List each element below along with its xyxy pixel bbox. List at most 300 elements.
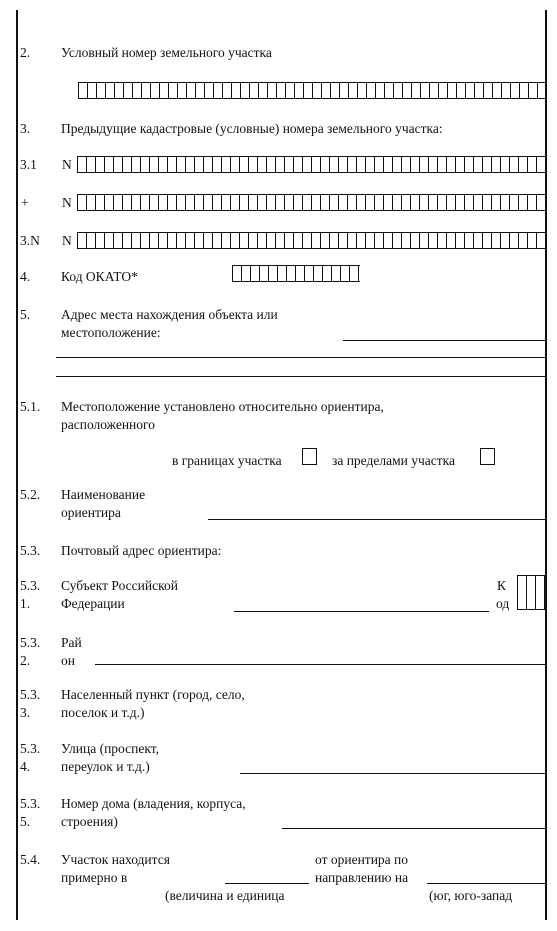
character-cell[interactable] <box>79 83 88 98</box>
character-cell[interactable] <box>303 157 312 172</box>
character-cell[interactable] <box>429 233 438 248</box>
character-cell[interactable] <box>314 266 323 281</box>
character-cell[interactable] <box>376 83 385 98</box>
character-cell[interactable] <box>527 576 536 609</box>
address-input-line[interactable] <box>56 376 545 377</box>
character-cell[interactable] <box>402 233 411 248</box>
character-cell[interactable] <box>456 157 465 172</box>
character-cell[interactable] <box>366 195 375 210</box>
character-cell[interactable] <box>312 195 321 210</box>
okato-code-field[interactable] <box>232 265 360 282</box>
character-cell[interactable] <box>321 195 330 210</box>
character-cell[interactable] <box>537 195 546 210</box>
character-cell[interactable] <box>332 266 341 281</box>
character-cell[interactable] <box>177 157 186 172</box>
character-cell[interactable] <box>330 195 339 210</box>
landmark-name-input-line[interactable] <box>208 519 545 520</box>
character-cell[interactable] <box>528 233 537 248</box>
character-cell[interactable] <box>205 83 214 98</box>
character-cell[interactable] <box>240 157 249 172</box>
n-label: N <box>62 157 72 172</box>
character-cell[interactable] <box>429 195 438 210</box>
character-cell[interactable] <box>349 83 358 98</box>
character-cell[interactable] <box>456 233 465 248</box>
character-cell[interactable] <box>258 233 267 248</box>
character-cell[interactable] <box>438 233 447 248</box>
character-cell[interactable] <box>492 157 501 172</box>
direction-label: направлению на <box>315 870 409 885</box>
character-cell[interactable] <box>213 195 222 210</box>
character-cell[interactable] <box>448 83 457 98</box>
character-cell[interactable] <box>484 83 493 98</box>
address-input-line[interactable] <box>343 340 545 341</box>
character-cell[interactable] <box>114 157 123 172</box>
character-cell[interactable] <box>249 233 258 248</box>
item-number: 5.3. <box>20 635 41 650</box>
character-cell[interactable] <box>213 157 222 172</box>
outside-plot-checkbox[interactable] <box>480 448 495 465</box>
character-cell[interactable] <box>375 233 384 248</box>
item-number: 3.N <box>20 233 40 248</box>
character-cell[interactable] <box>339 157 348 172</box>
character-cell[interactable] <box>105 233 114 248</box>
character-cell[interactable] <box>375 157 384 172</box>
character-cell[interactable] <box>341 266 350 281</box>
address-label-line1: Адрес места нахождения объекта или <box>61 307 278 322</box>
character-cell[interactable] <box>357 157 366 172</box>
character-cell[interactable] <box>501 157 510 172</box>
character-cell[interactable] <box>97 83 106 98</box>
character-cell[interactable] <box>420 233 429 248</box>
item-number: 5.3. <box>20 687 41 702</box>
n-label: N <box>62 233 72 248</box>
plot-located-label: Участок находится <box>61 852 170 867</box>
character-cell[interactable] <box>260 266 269 281</box>
conditional-number-field[interactable] <box>78 82 546 99</box>
left-border-line <box>16 10 18 920</box>
character-cell[interactable] <box>411 157 420 172</box>
character-cell[interactable] <box>438 195 447 210</box>
character-cell[interactable] <box>276 195 285 210</box>
character-cell[interactable] <box>529 83 538 98</box>
character-cell[interactable] <box>330 233 339 248</box>
character-cell[interactable] <box>348 157 357 172</box>
character-cell[interactable] <box>420 157 429 172</box>
character-cell[interactable] <box>204 233 213 248</box>
item-number: 5.2. <box>20 487 41 502</box>
character-cell[interactable] <box>474 233 483 248</box>
character-cell[interactable] <box>321 233 330 248</box>
landmark-name-label-line1: Наименование <box>61 487 146 502</box>
character-cell[interactable] <box>124 83 133 98</box>
character-cell[interactable] <box>519 157 528 172</box>
character-cell[interactable] <box>303 195 312 210</box>
item-number: 5.3. <box>20 741 41 756</box>
house-number-input-line[interactable] <box>282 828 545 829</box>
character-cell[interactable] <box>160 83 169 98</box>
character-cell[interactable] <box>305 266 314 281</box>
district-label-line2: он <box>61 653 75 668</box>
character-cell[interactable] <box>375 195 384 210</box>
item-number: 1. <box>20 596 31 611</box>
distance-input-line[interactable] <box>225 883 309 884</box>
character-cell[interactable] <box>295 83 304 98</box>
character-cell[interactable] <box>123 195 132 210</box>
character-cell[interactable] <box>492 233 501 248</box>
character-cell[interactable] <box>384 195 393 210</box>
item-number: 2. <box>20 45 31 60</box>
character-cell[interactable] <box>178 83 187 98</box>
character-cell[interactable] <box>106 83 115 98</box>
character-cell[interactable] <box>296 266 305 281</box>
character-cell[interactable] <box>231 233 240 248</box>
character-cell[interactable] <box>519 195 528 210</box>
character-cell[interactable] <box>465 157 474 172</box>
character-cell[interactable] <box>96 233 105 248</box>
character-cell[interactable] <box>169 83 178 98</box>
character-cell[interactable] <box>483 157 492 172</box>
character-cell[interactable] <box>214 83 223 98</box>
character-cell[interactable] <box>465 195 474 210</box>
direction-input-line[interactable] <box>427 883 545 884</box>
character-cell[interactable] <box>411 195 420 210</box>
character-cell[interactable] <box>114 195 123 210</box>
item-number: 5.3. <box>20 543 41 558</box>
address-label-line2: местоположение: <box>61 325 161 340</box>
item-number: 4. <box>20 759 31 774</box>
character-cell[interactable] <box>321 157 330 172</box>
character-cell[interactable] <box>501 195 510 210</box>
character-cell[interactable] <box>492 195 501 210</box>
street-label-line1: Улица (проспект, <box>61 741 159 756</box>
street-input-line[interactable] <box>240 773 545 774</box>
character-cell[interactable] <box>222 157 231 172</box>
character-cell[interactable] <box>501 233 510 248</box>
character-cell[interactable] <box>304 83 313 98</box>
character-cell[interactable] <box>195 233 204 248</box>
character-cell[interactable] <box>78 157 87 172</box>
character-cell[interactable] <box>105 157 114 172</box>
character-cell[interactable] <box>269 266 278 281</box>
character-cell[interactable] <box>519 233 528 248</box>
character-cell[interactable] <box>222 233 231 248</box>
code-label-line2: од <box>496 596 510 611</box>
federal-subject-label-line1: Субъект Российской <box>61 578 178 593</box>
federal-subject-label-line2: Федерации <box>61 596 125 611</box>
character-cell[interactable] <box>528 157 537 172</box>
character-cell[interactable] <box>357 233 366 248</box>
character-cell[interactable] <box>168 157 177 172</box>
character-cell[interactable] <box>348 233 357 248</box>
character-cell[interactable] <box>393 195 402 210</box>
character-cell[interactable] <box>510 157 519 172</box>
character-cell[interactable] <box>393 157 402 172</box>
character-cell[interactable] <box>115 83 124 98</box>
character-cell[interactable] <box>87 233 96 248</box>
character-cell[interactable] <box>366 157 375 172</box>
character-cell[interactable] <box>150 195 159 210</box>
character-cell[interactable] <box>187 83 196 98</box>
character-cell[interactable] <box>87 195 96 210</box>
federal-subject-input-line[interactable] <box>234 611 489 612</box>
character-cell[interactable] <box>394 83 403 98</box>
character-cell[interactable] <box>537 233 546 248</box>
character-cell[interactable] <box>232 83 241 98</box>
cadastral-number-field-n[interactable] <box>77 232 546 249</box>
character-cell[interactable] <box>294 157 303 172</box>
character-cell[interactable] <box>340 83 349 98</box>
inside-plot-label: в границах участка <box>172 453 282 468</box>
character-cell[interactable] <box>287 266 296 281</box>
character-cell[interactable] <box>474 157 483 172</box>
character-cell[interactable] <box>159 157 168 172</box>
character-cell[interactable] <box>123 233 132 248</box>
character-cell[interactable] <box>133 83 142 98</box>
character-cell[interactable] <box>403 83 412 98</box>
n-label: N <box>62 195 72 210</box>
district-label-line1: Рай <box>61 635 82 650</box>
character-cell[interactable] <box>465 233 474 248</box>
character-cell[interactable] <box>528 195 537 210</box>
character-cell[interactable] <box>159 195 168 210</box>
character-cell[interactable] <box>545 576 546 609</box>
character-cell[interactable] <box>195 195 204 210</box>
character-cell[interactable] <box>78 233 87 248</box>
character-cell[interactable] <box>96 195 105 210</box>
character-cell[interactable] <box>358 83 367 98</box>
character-cell[interactable] <box>105 195 114 210</box>
character-cell[interactable] <box>150 233 159 248</box>
character-cell[interactable] <box>474 195 483 210</box>
character-cell[interactable] <box>536 576 545 609</box>
character-cell[interactable] <box>159 233 168 248</box>
character-cell[interactable] <box>259 83 268 98</box>
character-cell[interactable] <box>502 83 511 98</box>
character-cell[interactable] <box>276 157 285 172</box>
character-cell[interactable] <box>312 157 321 172</box>
character-cell[interactable] <box>186 233 195 248</box>
character-cell[interactable] <box>313 83 322 98</box>
character-cell[interactable] <box>96 157 105 172</box>
landmark-name-label-line2: ориентира <box>61 505 121 520</box>
character-cell[interactable] <box>339 195 348 210</box>
item-number: 5.3. <box>20 578 41 593</box>
character-cell[interactable] <box>249 157 258 172</box>
character-cell[interactable] <box>233 266 242 281</box>
code-label-line1: К <box>497 578 507 593</box>
character-cell[interactable] <box>511 83 520 98</box>
character-cell[interactable] <box>385 83 394 98</box>
approximately-label: примерно в <box>61 870 128 885</box>
item-number: 5. <box>20 307 31 322</box>
character-cell[interactable] <box>411 233 420 248</box>
character-cell[interactable] <box>268 83 277 98</box>
distance-hint: (величина и единица <box>165 888 285 903</box>
character-cell[interactable] <box>331 83 340 98</box>
house-number-label-line2: строения) <box>61 814 118 829</box>
character-cell[interactable] <box>366 233 375 248</box>
okato-label: Код ОКАТО* <box>61 269 138 284</box>
character-cell[interactable] <box>350 266 359 281</box>
character-cell[interactable] <box>421 83 430 98</box>
item-number: 5.4. <box>20 852 41 867</box>
character-cell[interactable] <box>483 233 492 248</box>
character-cell[interactable] <box>384 157 393 172</box>
character-cell[interactable] <box>267 233 276 248</box>
item-number: 5.3. <box>20 796 41 811</box>
character-cell[interactable] <box>204 195 213 210</box>
character-cell[interactable] <box>114 233 123 248</box>
item-number: 5. <box>20 814 31 829</box>
character-cell[interactable] <box>132 233 141 248</box>
character-cell[interactable] <box>186 195 195 210</box>
character-cell[interactable] <box>412 83 421 98</box>
character-cell[interactable] <box>186 157 195 172</box>
character-cell[interactable] <box>151 83 160 98</box>
character-cell[interactable] <box>132 195 141 210</box>
character-cell[interactable] <box>276 233 285 248</box>
character-cell[interactable] <box>402 157 411 172</box>
character-cell[interactable] <box>286 83 295 98</box>
character-cell[interactable] <box>330 157 339 172</box>
previous-cadastral-numbers-label: Предыдущие кадастровые (условные) номера земельного участка: <box>61 121 443 136</box>
character-cell[interactable] <box>312 233 321 248</box>
item-number: 5.1. <box>20 399 41 414</box>
character-cell[interactable] <box>141 233 150 248</box>
character-cell[interactable] <box>457 83 466 98</box>
character-cell[interactable] <box>251 266 260 281</box>
character-cell[interactable] <box>447 195 456 210</box>
house-number-label-line1: Номер дома (владения, корпуса, <box>61 796 246 811</box>
character-cell[interactable] <box>493 83 502 98</box>
address-input-line[interactable] <box>56 357 545 358</box>
character-cell[interactable] <box>168 233 177 248</box>
character-cell[interactable] <box>384 233 393 248</box>
character-cell[interactable] <box>267 195 276 210</box>
character-cell[interactable] <box>241 83 250 98</box>
conditional-number-label: Условный номер земельного участка <box>61 45 272 60</box>
character-cell[interactable] <box>294 233 303 248</box>
character-cell[interactable] <box>348 195 357 210</box>
cadastral-number-field-1[interactable] <box>77 156 546 173</box>
character-cell[interactable] <box>141 195 150 210</box>
character-cell[interactable] <box>285 157 294 172</box>
character-cell[interactable] <box>359 266 360 281</box>
character-cell[interactable] <box>430 83 439 98</box>
character-cell[interactable] <box>258 195 267 210</box>
character-cell[interactable] <box>222 195 231 210</box>
from-landmark-label: от ориентира по <box>315 852 409 867</box>
character-cell[interactable] <box>429 157 438 172</box>
character-cell[interactable] <box>447 233 456 248</box>
character-cell[interactable] <box>323 266 332 281</box>
cadastral-number-field-2[interactable] <box>77 194 546 211</box>
right-border-line <box>545 10 547 920</box>
character-cell[interactable] <box>231 195 240 210</box>
postal-address-label: Почтовый адрес ориентира: <box>61 543 222 558</box>
character-cell[interactable] <box>285 233 294 248</box>
character-cell[interactable] <box>303 233 312 248</box>
character-cell[interactable] <box>367 83 376 98</box>
location-label-line2: расположенного <box>61 417 155 432</box>
district-input-line[interactable] <box>95 664 545 665</box>
character-cell[interactable] <box>357 195 366 210</box>
character-cell[interactable] <box>141 157 150 172</box>
character-cell[interactable] <box>537 157 546 172</box>
character-cell[interactable] <box>393 233 402 248</box>
character-cell[interactable] <box>339 233 348 248</box>
character-cell[interactable] <box>447 157 456 172</box>
character-cell[interactable] <box>177 233 186 248</box>
character-cell[interactable] <box>439 83 448 98</box>
item-number: 3. <box>20 705 31 720</box>
character-cell[interactable] <box>223 83 232 98</box>
character-cell[interactable] <box>267 157 276 172</box>
character-cell[interactable] <box>240 195 249 210</box>
character-cell[interactable] <box>87 157 96 172</box>
street-label-line2: переулок и т.д.) <box>61 759 150 774</box>
direction-hint: (юг, юго-запад <box>429 888 513 903</box>
character-cell[interactable] <box>538 83 546 98</box>
character-cell[interactable] <box>132 157 141 172</box>
outside-plot-label: за пределами участка <box>332 453 455 468</box>
character-cell[interactable] <box>196 83 205 98</box>
character-cell[interactable] <box>242 266 251 281</box>
character-cell[interactable] <box>277 83 286 98</box>
character-cell[interactable] <box>204 157 213 172</box>
character-cell[interactable] <box>240 233 249 248</box>
character-cell[interactable] <box>88 83 97 98</box>
region-code-field[interactable] <box>517 575 546 610</box>
item-number: 4. <box>20 269 31 284</box>
character-cell[interactable] <box>456 195 465 210</box>
settlement-label-line1: Населенный пункт (город, село, <box>61 687 245 702</box>
character-cell[interactable] <box>168 195 177 210</box>
character-cell[interactable] <box>150 157 159 172</box>
character-cell[interactable] <box>510 233 519 248</box>
character-cell[interactable] <box>294 195 303 210</box>
character-cell[interactable] <box>322 83 331 98</box>
character-cell[interactable] <box>249 195 258 210</box>
character-cell[interactable] <box>438 157 447 172</box>
character-cell[interactable] <box>250 83 259 98</box>
character-cell[interactable] <box>483 195 492 210</box>
character-cell[interactable] <box>142 83 151 98</box>
location-label-line1: Местоположение установлено относительно ориентира, <box>61 399 384 414</box>
character-cell[interactable] <box>420 195 429 210</box>
item-number: 3. <box>20 121 31 136</box>
character-cell[interactable] <box>510 195 519 210</box>
character-cell[interactable] <box>177 195 186 210</box>
character-cell[interactable] <box>213 233 222 248</box>
character-cell[interactable] <box>123 157 132 172</box>
character-cell[interactable] <box>520 83 529 98</box>
item-number: 3.1 <box>20 157 37 172</box>
character-cell[interactable] <box>278 266 287 281</box>
character-cell[interactable] <box>475 83 484 98</box>
character-cell[interactable] <box>402 195 411 210</box>
character-cell[interactable] <box>195 157 204 172</box>
character-cell[interactable] <box>231 157 240 172</box>
character-cell[interactable] <box>518 576 527 609</box>
character-cell[interactable] <box>78 195 87 210</box>
character-cell[interactable] <box>285 195 294 210</box>
character-cell[interactable] <box>258 157 267 172</box>
inside-plot-checkbox[interactable] <box>302 448 317 465</box>
settlement-label-line2: поселок и т.д.) <box>61 705 145 720</box>
item-number: + <box>21 195 29 210</box>
character-cell[interactable] <box>466 83 475 98</box>
